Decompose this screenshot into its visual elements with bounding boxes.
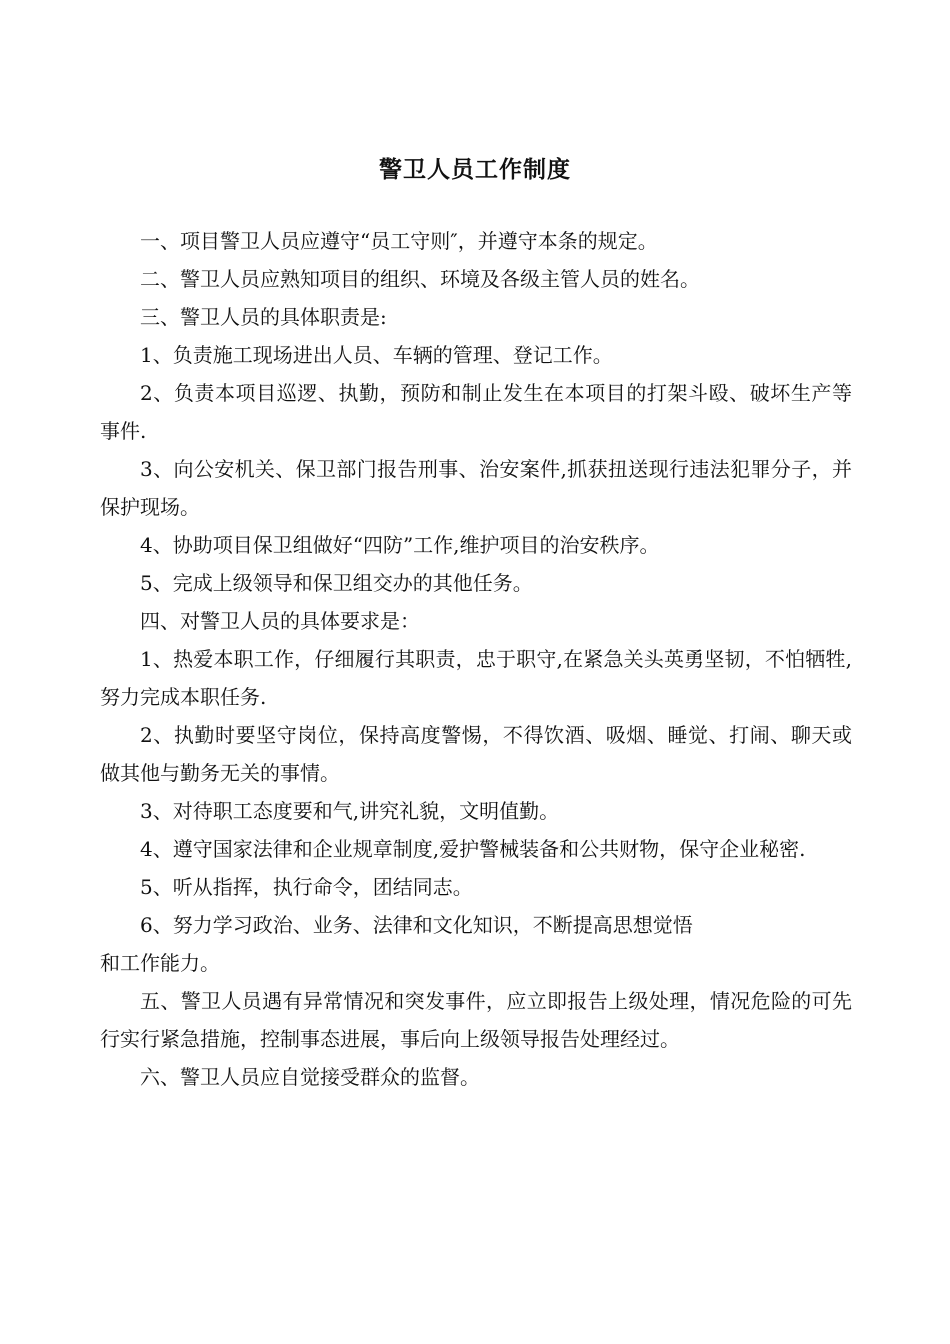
paragraph: 4、协助项目保卫组做好“四防”工作,维护项目的治安秩序。 <box>140 533 660 557</box>
paragraph: 4、遵守国家法律和企业规章制度,爱护警械装备和公共财物，保守企业秘密. <box>140 837 806 861</box>
paragraph: 和工作能力。 <box>100 951 220 975</box>
paragraph: 6、努力学习政治、业务、法律和文化知识，不断提高思想觉悟 <box>140 913 693 937</box>
paragraph: 四、对警卫人员的具体要求是： <box>140 609 420 633</box>
paragraph: 5、完成上级领导和保卫组交办的其他任务。 <box>140 571 533 595</box>
paragraph: 五、警卫人员遇有异常情况和突发事件，应立即报告上级处理，情况危险的可先行实行紧急措施，控制事态进展，事后向上级领导报告处理经过。 <box>100 989 852 1051</box>
document-body <box>100 222 852 1096</box>
paragraph: 三、警卫人员的具体职责是: <box>140 305 387 329</box>
paragraph: 2、执勤时要坚守岗位，保持高度警惕，不得饮酒、吸烟、睡觉、打闹、聊天或做其他与勤务无关的事情。 <box>100 723 852 785</box>
paragraph: 二、警卫人员应熟知项目的组织、环境及各级主管人员的姓名。 <box>140 267 700 291</box>
paragraph: 5、听从指挥，执行命令，团结同志。 <box>140 875 473 899</box>
paragraph: 1、负责施工现场进出人员、车辆的管理、登记工作。 <box>140 343 613 367</box>
paragraph: 1、热爱本职工作，仔细履行其职责，忠于职守,在紧急关头英勇坚韧，不怕牺牲,努力完成本职任务. <box>100 647 852 709</box>
paragraph: 六、警卫人员应自觉接受群众的监督。 <box>140 1065 480 1089</box>
paragraph: 2、负责本项目巡逻、执勤，预防和制止发生在本项目的打架斗殴、破坏生产等事件. <box>100 381 852 443</box>
document-title: 警卫人员工作制度 <box>379 157 571 183</box>
paragraph: 3、对待职工态度要和气,讲究礼貌，文明值勤。 <box>140 799 560 823</box>
paragraph: 3、向公安机关、保卫部门报告刑事、治安案件,抓获扭送现行违法犯罪分子，并保护现场。 <box>100 457 852 519</box>
paragraph: 一、项目警卫人员应遵守“员工守则″，并遵守本条的规定。 <box>140 229 658 253</box>
